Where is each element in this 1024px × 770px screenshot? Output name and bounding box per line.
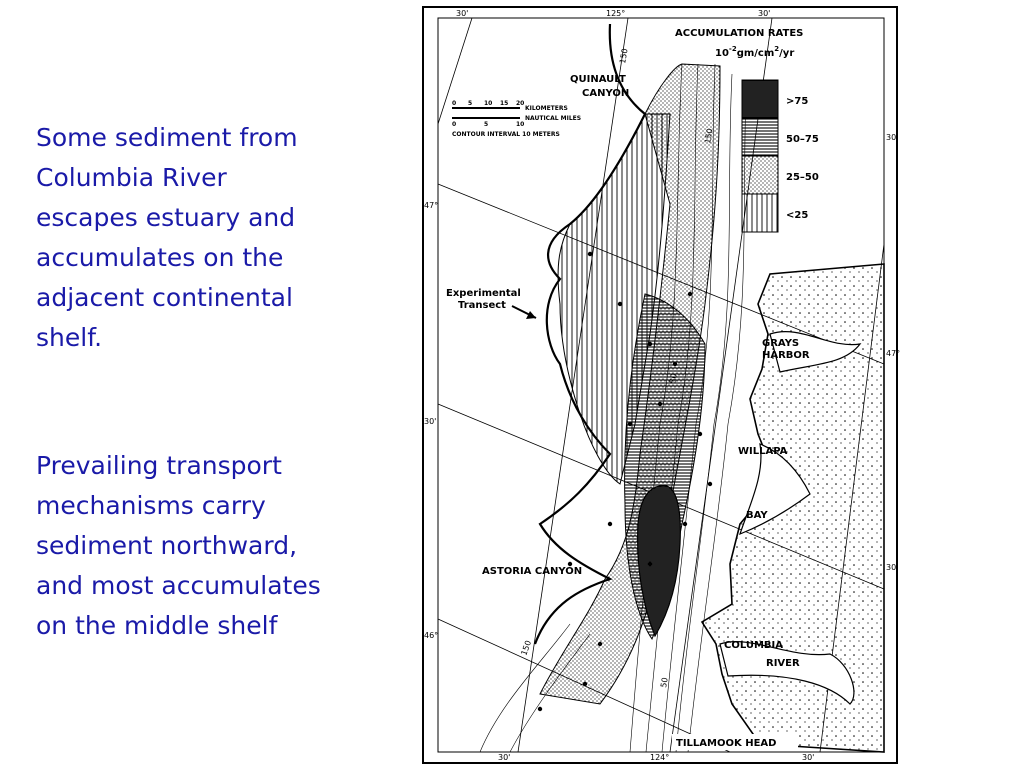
nm-label: NAUTICAL MILES [525, 115, 582, 122]
km-tick: 20 [516, 100, 525, 107]
text-line: on the middle shelf [36, 611, 278, 640]
nm-tick: 5 [484, 121, 489, 128]
paragraph-transport [36, 446, 396, 646]
km-tick: 5 [468, 100, 473, 107]
text-line: adjacent continental [36, 283, 293, 312]
label-astoria-canyon: ASTORIA CANYON [482, 566, 583, 577]
tick-label: 46° [424, 631, 439, 640]
label-tillamook-head: TILLAMOOK HEAD [676, 738, 777, 749]
legend-label-over-75: >75 [786, 96, 809, 107]
text-line: shelf. [36, 323, 103, 352]
text-line: mechanisms carry [36, 491, 266, 520]
contour-interval: CONTOUR INTERVAL 10 METERS [452, 131, 560, 138]
legend-label-50-75: 50–75 [786, 134, 819, 145]
nm-tick: 0 [452, 121, 457, 128]
tick-label: 30' [802, 753, 815, 762]
tick-label: 30' [758, 9, 771, 18]
depth-label: 150 [519, 639, 534, 657]
label-river: RIVER [766, 658, 800, 669]
tick-label: 30' [456, 9, 469, 18]
text-line: accumulates on the [36, 243, 284, 272]
text-line: sediment northward, [36, 531, 298, 560]
accumulation-map-figure [420, 4, 900, 766]
label-bay: BAY [746, 510, 768, 521]
tick-label: 30' [424, 417, 437, 426]
tick-label: 124° [650, 753, 670, 762]
tick-label: 125° [606, 9, 626, 18]
tick-label: 30' [498, 753, 511, 762]
tick-label: 30' [886, 133, 899, 142]
label-transect: Transect [458, 300, 506, 311]
label-grays: GRAYS [762, 338, 800, 349]
paragraph-sediment-escape [36, 118, 396, 358]
tick-label: 47° [886, 349, 900, 358]
km-label: KILOMETERS [525, 105, 568, 112]
label-quinault: QUINAULT [570, 74, 626, 85]
accumulation-map-svg [420, 4, 900, 766]
depth-label: 150 [618, 47, 630, 65]
tick-label: 30' [886, 563, 899, 572]
nm-tick: 10 [516, 121, 525, 128]
km-tick: 15 [500, 100, 509, 107]
text-line: Columbia River [36, 163, 227, 192]
legend-label-under-25: <25 [786, 210, 809, 221]
depth-label: 50 [668, 372, 679, 385]
label-quinault-canyon: CANYON [582, 88, 630, 99]
text-line: and most accumulates [36, 571, 321, 600]
label-columbia: COLUMBIA [724, 640, 784, 651]
map-units: $10^{-2}gm/cm^2/yr$ [715, 45, 795, 59]
label-willapa: WILLAPA [738, 446, 788, 457]
legend-swatch-25-50 [742, 156, 778, 194]
text-line: escapes estuary and [36, 203, 296, 232]
label-harbor: HARBOR [762, 350, 810, 361]
depth-label: 50 [659, 676, 670, 689]
legend-swatch-over-75 [742, 80, 778, 118]
depth-label: 150 [703, 127, 715, 145]
legend-label-25-50: 25–50 [786, 172, 819, 183]
tick-label: 47° [424, 201, 439, 210]
km-tick: 0 [452, 100, 457, 107]
km-tick: 10 [484, 100, 493, 107]
text-line: Prevailing transport [36, 451, 282, 480]
label-experimental: Experimental [446, 288, 521, 299]
text-line: Some sediment from [36, 123, 298, 152]
legend-swatch-under-25 [742, 194, 778, 232]
legend-swatch-50-75 [742, 118, 778, 156]
map-title: ACCUMULATION RATES [675, 28, 804, 39]
